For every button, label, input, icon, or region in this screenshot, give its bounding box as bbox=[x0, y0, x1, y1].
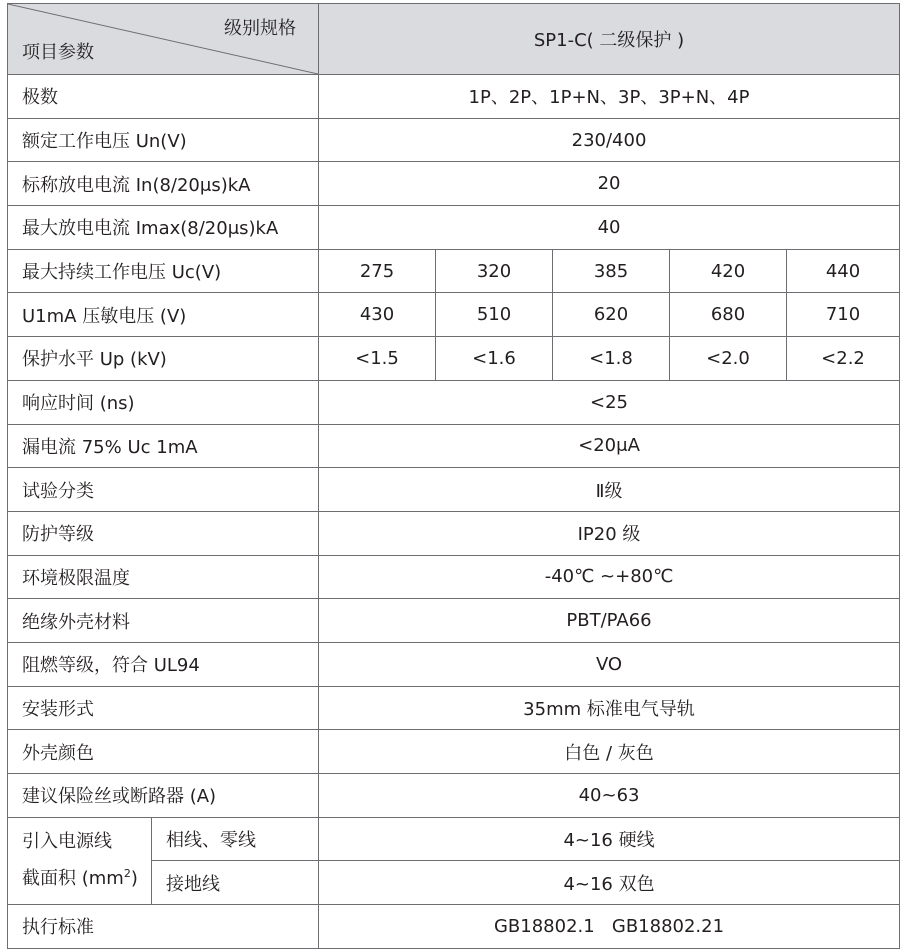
row-value: -40℃ ~+80℃ bbox=[319, 555, 900, 599]
table-row bbox=[8, 337, 900, 381]
table-row bbox=[8, 642, 900, 686]
row-label: 试验分类 bbox=[8, 468, 319, 512]
row-value: 1P、2P、1P+N、3P、3P+N、4P bbox=[319, 75, 900, 119]
row-value: <20μA bbox=[319, 424, 900, 468]
row-value: 510 bbox=[436, 293, 553, 337]
row-value: 430 bbox=[319, 293, 436, 337]
row-label: 最大放电电流 Imax(8/20μs)kA bbox=[8, 206, 319, 250]
row-value: <1.6 bbox=[436, 337, 553, 381]
table-row bbox=[8, 75, 900, 119]
table-row bbox=[8, 249, 900, 293]
table-row bbox=[8, 293, 900, 337]
row-value: 35mm 标准电气导轨 bbox=[319, 686, 900, 730]
spec-table bbox=[7, 3, 900, 949]
table-row bbox=[8, 511, 900, 555]
cable-sub-label: 接地线 bbox=[152, 861, 319, 905]
row-label: 安装形式 bbox=[8, 686, 319, 730]
model-header: SP1-C( 二级保护 ) bbox=[319, 4, 900, 75]
row-label: 响应时间 (ns) bbox=[8, 380, 319, 424]
row-value: <1.5 bbox=[319, 337, 436, 381]
row-value: VO bbox=[319, 642, 900, 686]
row-value: 440 bbox=[787, 249, 900, 293]
row-label: 防护等级 bbox=[8, 511, 319, 555]
row-label: 最大持续工作电压 Uc(V) bbox=[8, 249, 319, 293]
cable-label-close: ) bbox=[130, 868, 138, 890]
table-row bbox=[8, 380, 900, 424]
cable-label-line1: 引入电源线 bbox=[22, 831, 112, 853]
spec-header-label: 级别规格 bbox=[224, 18, 296, 39]
diagonal-header-cell bbox=[8, 4, 319, 75]
row-label: 建议保险丝或断路器 (A) bbox=[8, 774, 319, 818]
row-value: IP20 级 bbox=[319, 511, 900, 555]
row-value: <25 bbox=[319, 380, 900, 424]
row-value: PBT/PA66 bbox=[319, 599, 900, 643]
row-label: 外壳颜色 bbox=[8, 730, 319, 774]
row-label: 绝缘外壳材料 bbox=[8, 599, 319, 643]
table-row bbox=[8, 162, 900, 206]
row-value: 420 bbox=[670, 249, 787, 293]
row-value: 20 bbox=[319, 162, 900, 206]
header-row bbox=[8, 4, 900, 75]
row-label: 保护水平 Up (kV) bbox=[8, 337, 319, 381]
row-value: 680 bbox=[670, 293, 787, 337]
row-value: 230/400 bbox=[319, 118, 900, 162]
row-label: 环境极限温度 bbox=[8, 555, 319, 599]
row-value: 白色 / 灰色 bbox=[319, 730, 900, 774]
row-label: 标称放电电流 In(8/20μs)kA bbox=[8, 162, 319, 206]
row-value: 275 bbox=[319, 249, 436, 293]
row-label: 额定工作电压 Un(V) bbox=[8, 118, 319, 162]
row-value: 385 bbox=[553, 249, 670, 293]
row-value: <2.2 bbox=[787, 337, 900, 381]
table-row bbox=[8, 424, 900, 468]
row-label: 极数 bbox=[8, 75, 319, 119]
row-value: <1.8 bbox=[553, 337, 670, 381]
row-label: 阻燃等级，符合 UL94 bbox=[8, 642, 319, 686]
table-row bbox=[8, 817, 900, 861]
row-label: U1mA 压敏电压 (V) bbox=[8, 293, 319, 337]
row-value: 40 bbox=[319, 206, 900, 250]
table-row bbox=[8, 599, 900, 643]
table-row bbox=[8, 730, 900, 774]
table-row bbox=[8, 206, 900, 250]
row-value: 4~16 硬线 bbox=[319, 817, 900, 861]
table-row bbox=[8, 118, 900, 162]
row-label: 执行标准 bbox=[8, 905, 319, 949]
row-value: 710 bbox=[787, 293, 900, 337]
row-value: Ⅱ级 bbox=[319, 468, 900, 512]
cable-label-line2: 截面积 (mm bbox=[22, 868, 124, 890]
row-value: 620 bbox=[553, 293, 670, 337]
table-row bbox=[8, 686, 900, 730]
cable-label-sup: 2 bbox=[123, 867, 131, 881]
row-value: GB18802.1 GB18802.21 bbox=[319, 905, 900, 949]
cable-section-label bbox=[8, 817, 152, 904]
row-value: 40~63 bbox=[319, 774, 900, 818]
table-row bbox=[8, 905, 900, 949]
cable-sub-label: 相线、零线 bbox=[152, 817, 319, 861]
table-row bbox=[8, 555, 900, 599]
row-value: 4~16 双色 bbox=[319, 861, 900, 905]
table-row bbox=[8, 468, 900, 512]
row-value: 320 bbox=[436, 249, 553, 293]
param-header-label: 项目参数 bbox=[22, 42, 94, 63]
row-value: <2.0 bbox=[670, 337, 787, 381]
row-label: 漏电流 75% Uc 1mA bbox=[8, 424, 319, 468]
table-row bbox=[8, 774, 900, 818]
